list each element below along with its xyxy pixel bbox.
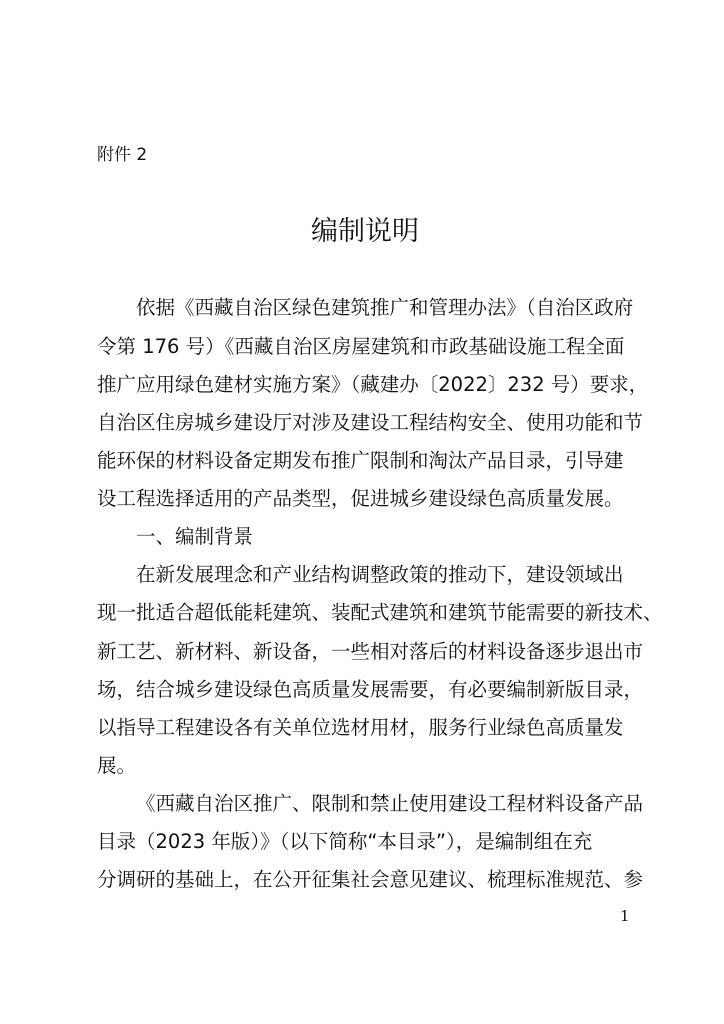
paragraph-line: 依据《西藏自治区绿色建筑推广和管理办法》（自治区政府 bbox=[136, 296, 634, 319]
page-number: 1 bbox=[620, 907, 630, 925]
document-title: 编制说明 bbox=[311, 216, 419, 247]
paragraph-line: 《西藏自治区推广、限制和禁止使用建设工程材料设备产品 bbox=[136, 792, 644, 815]
paragraph-line: 令第 176 号）《西藏自治区房屋建筑和市政基础设施工程全面 bbox=[97, 335, 625, 358]
paragraph-line: 以指导工程建设各有关单位选材用材，服务行业绿色高质量发 bbox=[97, 716, 624, 739]
paragraph-line: 新工艺、新材料、新设备，一些相对落后的材料设备逐步退出市 bbox=[97, 640, 644, 663]
paragraph-line: 分调研的基础上，在公开征集社会意见建议、梳理标准规范、参 bbox=[97, 868, 644, 891]
paragraph-line: 展。 bbox=[97, 754, 137, 777]
section-heading: 一、编制背景 bbox=[136, 525, 254, 548]
paragraph-line: 设工程选择适用的产品类型，促进城乡建设绿色高质量发展。 bbox=[97, 487, 624, 510]
paragraph-line: 现一批适合超低能耗建筑、装配式建筑和建筑节能需要的新技术、 bbox=[97, 601, 663, 624]
paragraph-line: 在新发展理念和产业结构调整政策的推动下，建设领域出 bbox=[136, 563, 624, 586]
paragraph-line: 目录（2023 年版）》（以下简称“本目录”），是编制组在充 bbox=[97, 830, 593, 853]
paragraph-line: 推广应用绿色建材实施方案》（藏建办〔2022〕232 号）要求， bbox=[97, 373, 649, 396]
paragraph-line: 能环保的材料设备定期发布推广限制和淘汰产品目录，引导建 bbox=[97, 449, 624, 472]
paragraph-line: 自治区住房城乡建设厅对涉及建设工程结构安全、使用功能和节 bbox=[97, 411, 644, 434]
attachment-label: 附件 2 bbox=[97, 145, 148, 165]
paragraph-line: 场，结合城乡建设绿色高质量发展需要，有必要编制新版目录， bbox=[97, 678, 644, 701]
